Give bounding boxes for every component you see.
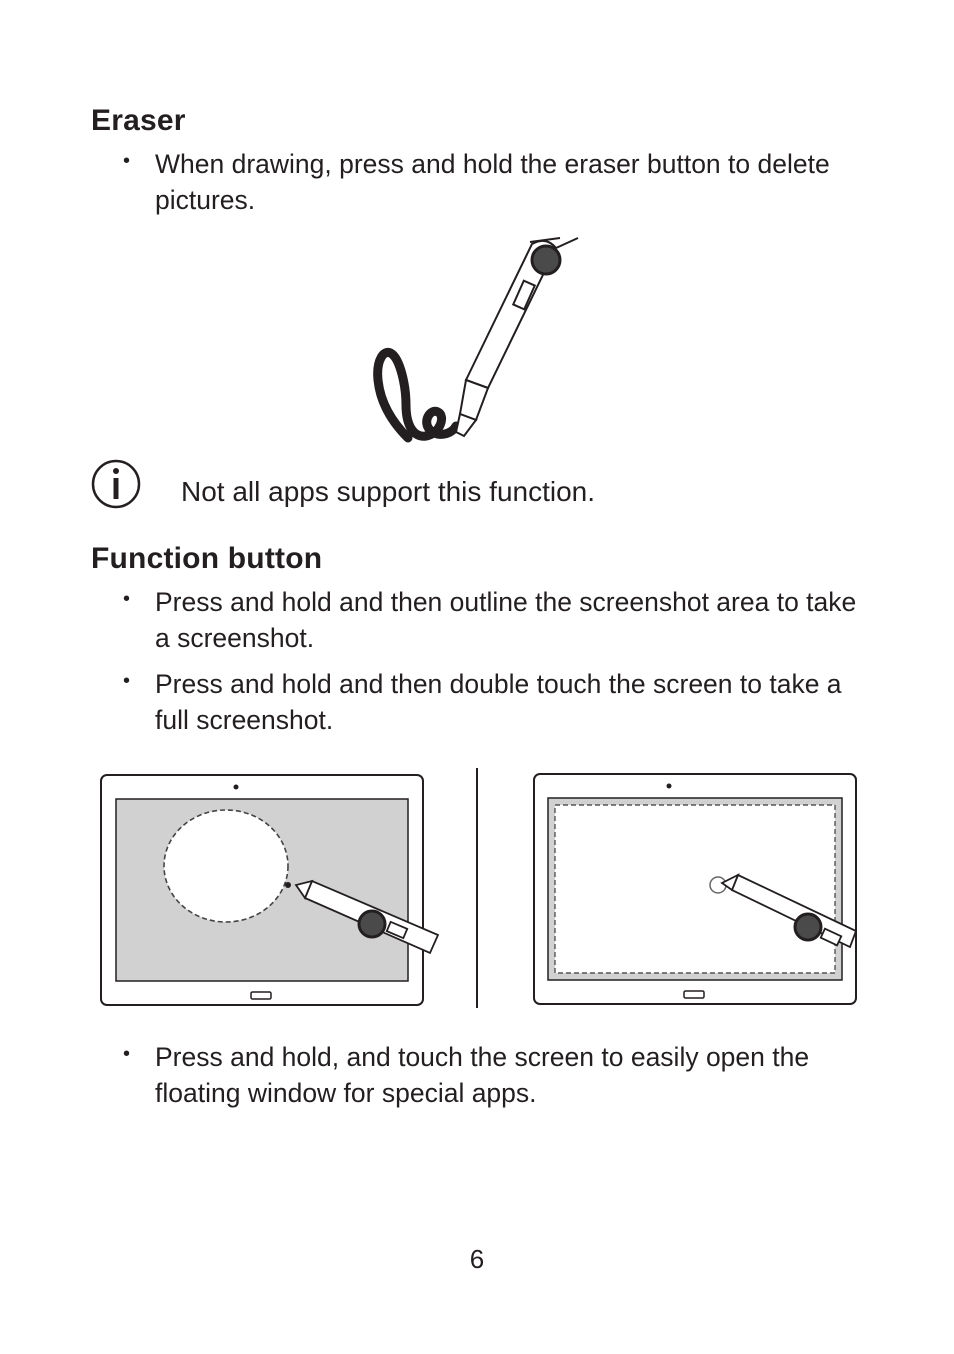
screenshot-tablets-illustration xyxy=(100,765,860,1010)
eraser-heading: Eraser xyxy=(91,104,186,137)
function-bullet-text-3: Press and hold, and touch the screen to easily open the floating window for special apps. xyxy=(155,1042,810,1108)
stylus-eraser-illustration xyxy=(360,230,600,450)
function-button-heading: Function button xyxy=(91,542,323,575)
bullet-marker: • xyxy=(123,1043,131,1065)
tablet-area-screenshot xyxy=(101,775,438,1005)
bullet-marker: • xyxy=(123,150,131,172)
info-icon xyxy=(91,459,141,509)
note-text: Not all apps support this function. xyxy=(181,476,596,507)
bullet-marker: • xyxy=(123,588,131,610)
tablet-full-screenshot xyxy=(534,774,856,1004)
function-bullet-text-1: Press and hold and then outline the screenshot area to take a screenshot. xyxy=(155,587,857,653)
function-bullet-text-2: Press and hold and then double touch the screen to take a full screenshot. xyxy=(155,669,842,735)
eraser-bullet-text: When drawing, press and hold the eraser button to delete pictures. xyxy=(155,149,830,215)
bullet-marker: • xyxy=(123,670,131,692)
page-number: 6 xyxy=(469,1244,485,1274)
